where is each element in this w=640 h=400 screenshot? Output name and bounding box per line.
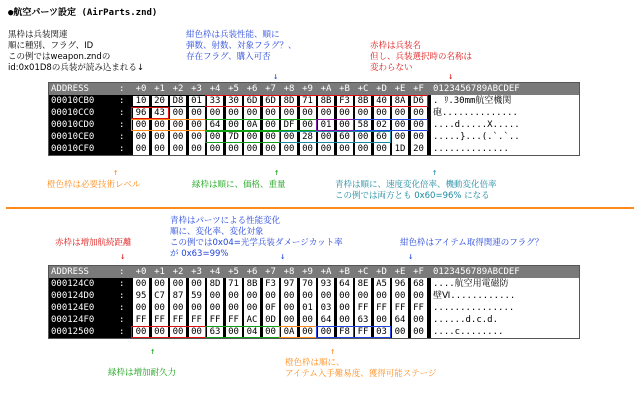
- hex-byte[interactable]: 71: [300, 95, 316, 107]
- hex-byte[interactable]: 00: [318, 131, 334, 143]
- column-header: +B: [339, 267, 350, 277]
- hex-byte[interactable]: 00: [300, 326, 316, 338]
- hex-byte[interactable]: 00: [411, 131, 427, 143]
- hex-byte[interactable]: 00: [152, 131, 168, 143]
- hex-byte[interactable]: 01: [318, 119, 334, 131]
- hex-byte[interactable]: 00: [318, 326, 334, 338]
- hex-byte[interactable]: FF: [355, 302, 371, 314]
- arrow-down-icon: ↓: [280, 252, 286, 262]
- hex-byte[interactable]: 00: [374, 314, 390, 326]
- arrow-up-icon: ↑: [432, 168, 438, 178]
- orange-box-note: 橙色枠は必要技術レベル: [47, 180, 141, 190]
- hex-byte[interactable]: 64: [392, 314, 408, 326]
- hex-byte[interactable]: 8A: [392, 95, 408, 107]
- hex-byte[interactable]: 02: [374, 119, 390, 131]
- orange-highlight-box: [279, 326, 317, 338]
- hex-byte[interactable]: 00: [337, 302, 353, 314]
- hex-byte[interactable]: 00: [189, 143, 205, 155]
- column-header: +C: [357, 84, 369, 94]
- hex-byte[interactable]: 00: [170, 143, 186, 155]
- hex-byte[interactable]: 64: [318, 314, 334, 326]
- hex-byte[interactable]: 00: [281, 302, 297, 314]
- hex-header-row: [49, 83, 579, 95]
- hex-byte[interactable]: 00: [226, 290, 242, 302]
- hex-byte[interactable]: 00: [337, 119, 353, 131]
- hex-byte[interactable]: 68: [411, 278, 427, 290]
- column-header: +8: [283, 84, 295, 94]
- row-address: 000124C0: [51, 279, 95, 289]
- hex-byte[interactable]: 00: [170, 131, 186, 143]
- hex-byte[interactable]: 00: [152, 143, 168, 155]
- hex-byte[interactable]: 00: [355, 143, 371, 155]
- hex-byte[interactable]: 00: [189, 278, 205, 290]
- hex-byte[interactable]: 00: [374, 143, 390, 155]
- address-header: ADDRESS: [51, 267, 89, 277]
- hex-byte[interactable]: D6: [411, 95, 427, 107]
- hex-byte[interactable]: 00: [300, 143, 316, 155]
- hex-byte[interactable]: 58: [355, 119, 371, 131]
- hex-table-top: [48, 82, 580, 156]
- blue-highlight-box: [316, 326, 354, 338]
- hex-byte[interactable]: FF: [355, 326, 371, 338]
- hex-byte[interactable]: 00: [392, 131, 408, 143]
- column-header: +8: [283, 267, 295, 277]
- hex-byte[interactable]: 00: [374, 290, 390, 302]
- hex-byte[interactable]: FF: [133, 314, 149, 326]
- hex-byte[interactable]: 00: [170, 107, 186, 119]
- column-header: +F: [413, 267, 424, 277]
- row-address: 00010CD0: [51, 120, 95, 130]
- hex-byte[interactable]: 00: [300, 107, 316, 119]
- hex-byte[interactable]: AC: [244, 314, 260, 326]
- hex-byte[interactable]: 00: [207, 290, 223, 302]
- hex-byte[interactable]: 00: [244, 143, 260, 155]
- black-box-note: 黒枠は兵装関連 順に種別、フラグ、ID この例ではweapon.zndの id:0x01D8の兵装が読み込まれる↓: [8, 30, 144, 73]
- hex-byte[interactable]: 60: [337, 131, 353, 143]
- hex-byte[interactable]: 33: [207, 95, 223, 107]
- hex-byte[interactable]: 00: [189, 326, 205, 338]
- page-title: ●航空パーツ設定 (AirParts.znd): [8, 8, 158, 18]
- hex-byte[interactable]: FF: [374, 302, 390, 314]
- row-address: 000124D0: [51, 291, 95, 301]
- hex-byte[interactable]: 00: [133, 278, 149, 290]
- column-header: +0: [135, 267, 147, 277]
- hex-byte[interactable]: 00: [411, 290, 427, 302]
- hex-table-bottom: [48, 265, 580, 339]
- teal-highlight-box: [353, 131, 391, 143]
- column-header: +A: [320, 84, 332, 94]
- bottom-red-box-note: 赤枠は増加航続距離: [55, 238, 132, 248]
- ascii-text: ......d.c.d.: [431, 314, 579, 326]
- hex-row: [49, 107, 579, 119]
- hex-byte[interactable]: 00: [355, 107, 371, 119]
- row-address: 00010CE0: [51, 132, 95, 142]
- hex-byte[interactable]: 04: [244, 326, 260, 338]
- hex-byte[interactable]: 00: [281, 314, 297, 326]
- column-header: +4: [209, 267, 221, 277]
- hex-byte[interactable]: 00: [152, 326, 168, 338]
- hex-byte[interactable]: 8B: [244, 278, 260, 290]
- hex-byte[interactable]: 00: [263, 290, 279, 302]
- column-header: +6: [246, 267, 258, 277]
- hex-byte[interactable]: 00: [244, 302, 260, 314]
- hex-byte[interactable]: 43: [152, 107, 168, 119]
- hex-byte[interactable]: 00: [337, 314, 353, 326]
- column-header: +C: [357, 267, 369, 277]
- column-header: +4: [209, 84, 221, 94]
- hex-byte[interactable]: FF: [226, 314, 242, 326]
- green-box-note: 緑枠は順に、価格、重量: [192, 180, 286, 190]
- hex-byte[interactable]: 20: [411, 143, 427, 155]
- hex-byte[interactable]: A5: [374, 278, 390, 290]
- hex-byte[interactable]: 00: [374, 107, 390, 119]
- ascii-header: 0123456789ABCDEF: [433, 267, 520, 277]
- hex-byte[interactable]: 8B: [318, 95, 334, 107]
- column-header: +F: [413, 84, 424, 94]
- orange-highlight-box: [131, 119, 206, 131]
- ascii-text: . ﾘ.30mm航空機関: [431, 95, 579, 107]
- ascii-text: ....d.....X.....: [431, 119, 579, 131]
- hex-byte[interactable]: 00: [207, 107, 223, 119]
- hex-byte[interactable]: 00: [244, 131, 260, 143]
- hex-byte[interactable]: 00: [207, 143, 223, 155]
- column-header: +D: [376, 84, 387, 94]
- separator: :: [119, 267, 125, 277]
- hex-byte[interactable]: 70: [300, 278, 316, 290]
- hex-byte[interactable]: 00: [189, 131, 205, 143]
- row-address: 00010CF0: [51, 144, 95, 154]
- hex-byte[interactable]: 00: [263, 119, 279, 131]
- ascii-text: ..............: [431, 143, 579, 155]
- row-address: 00010CB0: [51, 96, 95, 106]
- separator: :: [119, 144, 125, 154]
- ascii-text: ....航空用電磁防: [431, 278, 579, 290]
- hex-byte[interactable]: 00: [318, 290, 334, 302]
- hex-byte[interactable]: 40: [374, 95, 390, 107]
- hex-byte[interactable]: 00: [133, 143, 149, 155]
- hex-byte[interactable]: 87: [170, 290, 186, 302]
- hex-byte[interactable]: DF: [281, 119, 297, 131]
- separator: :: [119, 279, 125, 289]
- hex-byte[interactable]: 01: [189, 95, 205, 107]
- hex-byte[interactable]: 96: [133, 107, 149, 119]
- arrow-down-icon: ↓: [448, 72, 454, 82]
- hex-byte[interactable]: FF: [189, 314, 205, 326]
- hex-row: [49, 290, 579, 302]
- column-header: +1: [154, 267, 165, 277]
- red-box-note: 赤枠は兵装名 但し、兵装選択時の名称は 変わらない: [370, 41, 473, 73]
- hex-byte[interactable]: 0D: [263, 314, 279, 326]
- column-header: +1: [154, 84, 165, 94]
- arrow-down-icon: ↓: [120, 252, 126, 262]
- hex-byte[interactable]: 59: [189, 290, 205, 302]
- hex-byte[interactable]: 00: [281, 290, 297, 302]
- arrow-down-icon: ↓: [408, 252, 414, 262]
- arrow-up-icon: ↑: [330, 347, 336, 357]
- hex-byte[interactable]: 00: [263, 143, 279, 155]
- hex-byte[interactable]: 00: [189, 107, 205, 119]
- row-address: 000124E0: [51, 303, 95, 313]
- hex-byte[interactable]: 0A: [244, 119, 260, 131]
- hex-byte[interactable]: 00: [392, 290, 408, 302]
- red-highlight-box: [131, 107, 169, 119]
- hex-byte[interactable]: 00: [337, 143, 353, 155]
- navy-highlight-box: [316, 119, 354, 131]
- bottom-blue-box-note: 青枠はパーツによる性能変化 順に、変化率、変化対象 この例では0x04=光学兵装ダメージカット率 が 0x63=99%: [170, 216, 343, 259]
- hex-byte[interactable]: 00: [207, 131, 223, 143]
- hex-byte[interactable]: D8: [170, 95, 186, 107]
- hex-byte[interactable]: 03: [374, 326, 390, 338]
- column-header: +7: [265, 84, 276, 94]
- hex-row: [49, 143, 579, 155]
- row-address: 00012500: [51, 327, 95, 337]
- hex-byte[interactable]: 00: [281, 107, 297, 119]
- hex-byte[interactable]: 71: [226, 278, 242, 290]
- hex-byte[interactable]: 00: [281, 143, 297, 155]
- column-header: +5: [228, 267, 239, 277]
- hex-byte[interactable]: 00: [300, 290, 316, 302]
- column-header: +9: [302, 84, 313, 94]
- arrow-down-icon: ↓: [273, 72, 279, 82]
- hex-byte[interactable]: 00: [263, 107, 279, 119]
- hex-row: [49, 278, 579, 290]
- red-highlight-box: [205, 95, 428, 107]
- hex-byte[interactable]: 8D: [281, 95, 297, 107]
- hex-byte[interactable]: 00: [226, 107, 242, 119]
- column-header: +9: [302, 267, 313, 277]
- separator: :: [119, 315, 125, 325]
- hex-byte[interactable]: 00: [355, 131, 371, 143]
- hex-byte[interactable]: 95: [133, 290, 149, 302]
- hex-byte[interactable]: 00: [392, 107, 408, 119]
- hex-byte[interactable]: 28: [300, 131, 316, 143]
- hex-byte[interactable]: 00: [226, 302, 242, 314]
- column-header: +0: [135, 84, 147, 94]
- separator: :: [119, 327, 125, 337]
- navy-highlight-box: [353, 326, 391, 338]
- column-header: +E: [394, 267, 406, 277]
- hex-byte[interactable]: FF: [392, 302, 408, 314]
- teal-highlight-box: [279, 131, 354, 143]
- hex-byte[interactable]: 00: [263, 131, 279, 143]
- hex-byte[interactable]: FF: [170, 314, 186, 326]
- ascii-text: 砲..............: [431, 107, 579, 119]
- column-header: +E: [394, 84, 406, 94]
- hex-byte[interactable]: 96: [392, 278, 408, 290]
- hex-byte[interactable]: FF: [152, 314, 168, 326]
- hex-byte[interactable]: 00: [411, 119, 427, 131]
- hex-byte[interactable]: F8: [337, 326, 353, 338]
- hex-byte[interactable]: 00: [263, 326, 279, 338]
- hex-byte[interactable]: 60: [374, 131, 390, 143]
- bottom-orange-box-note: 橙色枠は順に、 アイテム入手難易度、獲得可能ステージ: [285, 358, 437, 379]
- hex-byte[interactable]: 00: [392, 326, 408, 338]
- green-highlight-box: [205, 131, 280, 143]
- column-header: +6: [246, 84, 258, 94]
- hex-byte[interactable]: 00: [226, 326, 242, 338]
- column-header: +7: [265, 267, 276, 277]
- ascii-text: ....c........: [431, 326, 579, 338]
- hex-byte[interactable]: C7: [152, 290, 168, 302]
- hex-byte[interactable]: 00: [152, 119, 168, 131]
- hex-byte[interactable]: 10: [133, 95, 149, 107]
- hex-byte[interactable]: 00: [170, 326, 186, 338]
- hex-row: [49, 314, 579, 326]
- column-header: +A: [320, 267, 332, 277]
- hex-byte[interactable]: FF: [411, 302, 427, 314]
- hex-byte[interactable]: FF: [207, 314, 223, 326]
- arrow-up-icon: ↑: [113, 168, 119, 178]
- hex-byte[interactable]: 0A: [281, 326, 297, 338]
- hex-byte[interactable]: 20: [152, 95, 168, 107]
- hex-byte[interactable]: 8B: [355, 95, 371, 107]
- hex-byte[interactable]: 00: [355, 290, 371, 302]
- hex-byte[interactable]: 63: [207, 326, 223, 338]
- hex-byte[interactable]: 64: [207, 119, 223, 131]
- hex-byte[interactable]: 00: [300, 119, 316, 131]
- bottom-navy-box-note: 紺色枠はアイテム取得関連のフラグ？: [400, 238, 544, 248]
- row-address: 00010CC0: [51, 108, 95, 118]
- arrow-up-icon: ↑: [274, 168, 280, 178]
- hex-byte[interactable]: 00: [318, 143, 334, 155]
- separator: :: [119, 108, 125, 118]
- hex-byte[interactable]: 8E: [355, 278, 371, 290]
- hex-byte[interactable]: F3: [263, 278, 279, 290]
- separator: :: [119, 291, 125, 301]
- hex-byte[interactable]: 00: [226, 143, 242, 155]
- arrow-up-icon: ↑: [150, 347, 156, 357]
- hex-row: [49, 302, 579, 314]
- address-header: ADDRESS: [51, 84, 89, 94]
- hex-byte[interactable]: 00: [318, 107, 334, 119]
- hex-byte[interactable]: 00: [411, 314, 427, 326]
- navy-highlight-box: [353, 119, 428, 131]
- hex-byte[interactable]: 64: [337, 278, 353, 290]
- hex-byte[interactable]: 8D: [207, 278, 223, 290]
- hex-byte[interactable]: 63: [355, 314, 371, 326]
- section-divider: [6, 207, 634, 209]
- hex-byte[interactable]: 00: [133, 119, 149, 131]
- hex-byte[interactable]: 00: [133, 131, 149, 143]
- hex-byte[interactable]: 00: [226, 119, 242, 131]
- row-address: 000124F0: [51, 315, 95, 325]
- hex-byte[interactable]: 00: [189, 302, 205, 314]
- green-highlight-box: [205, 119, 317, 131]
- hex-byte[interactable]: 00: [170, 302, 186, 314]
- hex-byte[interactable]: 00: [133, 326, 149, 338]
- hex-byte[interactable]: 97: [281, 278, 297, 290]
- hex-byte[interactable]: 00: [244, 290, 260, 302]
- hex-byte[interactable]: 93: [318, 278, 334, 290]
- ascii-text: 壁Ⅵ............: [431, 290, 579, 302]
- bottom-green-box-note: 緑枠は増加耐久力: [108, 368, 177, 378]
- separator: :: [119, 120, 125, 130]
- navy-box-note: 紺色枠は兵装性能、順に 弾数、射数、対象フラグ？、 存在フラグ、購入可否: [186, 30, 297, 62]
- ascii-text: .....}...(.`.`..: [431, 131, 579, 143]
- teal-box-note: 青枠は順に、速度変化倍率、機動変化倍率 この例では両方とも 0x60=96% になる: [335, 180, 497, 201]
- hex-byte[interactable]: 1D: [392, 143, 408, 155]
- hex-byte[interactable]: 00: [411, 107, 427, 119]
- hex-byte[interactable]: 0F: [263, 302, 279, 314]
- hex-byte[interactable]: 6D: [263, 95, 279, 107]
- hex-byte[interactable]: F3: [337, 95, 353, 107]
- hex-byte[interactable]: 30: [226, 95, 242, 107]
- hex-byte[interactable]: 6D: [244, 95, 260, 107]
- hex-byte[interactable]: 00: [244, 107, 260, 119]
- column-header: +B: [339, 84, 350, 94]
- separator: :: [119, 84, 125, 94]
- hex-byte[interactable]: 00: [392, 119, 408, 131]
- hex-byte[interactable]: 00: [300, 314, 316, 326]
- hex-byte[interactable]: 7D: [226, 131, 242, 143]
- hex-byte[interactable]: 00: [152, 302, 168, 314]
- green-highlight-box: [205, 326, 280, 338]
- hex-byte[interactable]: 00: [337, 107, 353, 119]
- hex-byte[interactable]: 00: [170, 119, 186, 131]
- hex-byte[interactable]: 00: [152, 278, 168, 290]
- column-header: +2: [172, 267, 184, 277]
- hex-byte[interactable]: 01: [300, 302, 316, 314]
- red-highlight-box: [131, 326, 206, 338]
- ascii-header: 0123456789ABCDEF: [433, 84, 520, 94]
- column-header: +2: [172, 84, 184, 94]
- separator: :: [119, 303, 125, 313]
- ascii-text: ...............: [431, 302, 579, 314]
- hex-byte[interactable]: 03: [318, 302, 334, 314]
- hex-byte[interactable]: 00: [189, 119, 205, 131]
- column-header: +3: [191, 84, 202, 94]
- hex-byte[interactable]: 00: [411, 326, 427, 338]
- hex-byte[interactable]: 00: [281, 131, 297, 143]
- column-header: +D: [376, 267, 387, 277]
- black-highlight-box: [131, 95, 206, 107]
- column-header: +5: [228, 84, 239, 94]
- separator: :: [119, 96, 125, 106]
- hex-byte[interactable]: 00: [170, 278, 186, 290]
- hex-byte[interactable]: 00: [207, 302, 223, 314]
- hex-byte[interactable]: 00: [133, 302, 149, 314]
- hex-header-row: [49, 266, 579, 278]
- column-header: +3: [191, 267, 202, 277]
- separator: :: [119, 132, 125, 142]
- hex-byte[interactable]: 00: [337, 290, 353, 302]
